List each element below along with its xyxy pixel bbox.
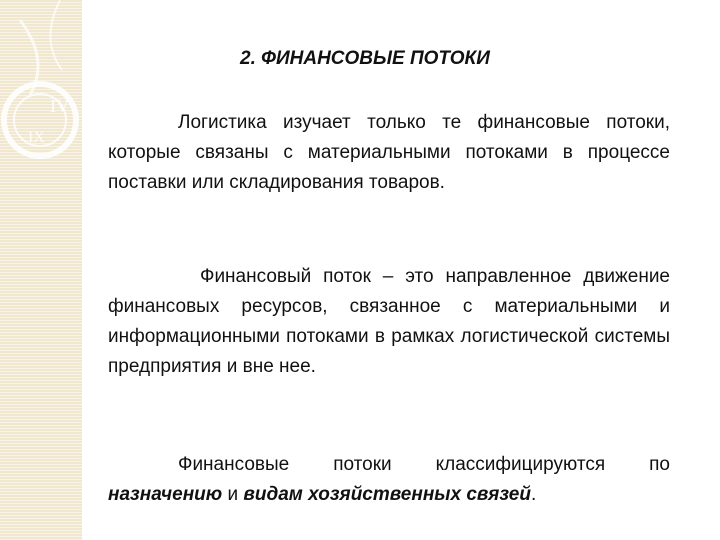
emphasis-purpose: назначению [108, 484, 223, 505]
classification-end: . [530, 484, 537, 505]
slide-title: 2. ФИНАНСОВЫЕ ПОТОКИ [240, 48, 490, 69]
emphasis-business-relations: видам хозяйственных связей [243, 484, 531, 505]
svg-text:IX: IX [28, 129, 45, 146]
decorative-side-strip [0, 0, 82, 540]
classification-lead: Финансовые потоки классифицируются по [178, 454, 670, 475]
clock-ornament-icon [0, 0, 82, 540]
paragraph-financial-flow-definition: Финансовый поток – это направленное движение финансовых ресурсов, связанное с материальными и информационными потоками в рамках логистической системы предприятия и вне нее. [108, 266, 670, 377]
paragraph-logistics: Логистика изучает только те финансовые потоки, которые связаны с материальными потоками в процессе поставки или складирования товаров. [108, 112, 670, 193]
paragraph-classification [108, 450, 670, 510]
classification-mid: и [222, 484, 244, 505]
svg-text:IV: IV [50, 96, 69, 116]
